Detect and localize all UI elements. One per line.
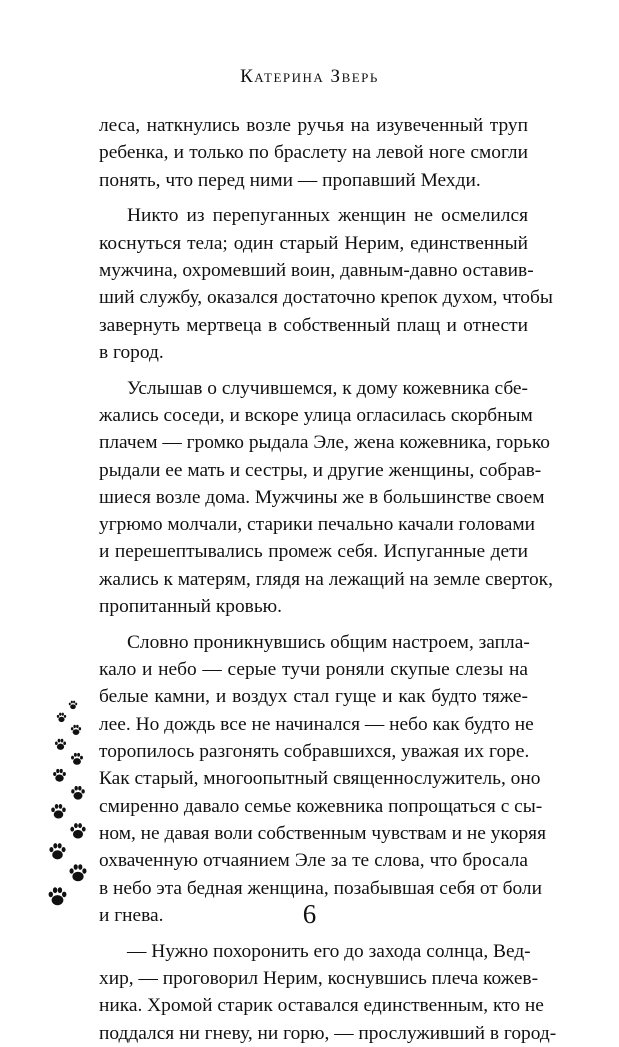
text-line: пропитанный кровью.: [99, 596, 282, 618]
text-line: ном, не давая воли собственным чувствам и не укоряя: [99, 822, 547, 844]
text-line: поддался ни гневу, ни горю, — прослуживший в город-: [99, 1022, 557, 1044]
text-line: — Нужно похоронить его до захода солнца, Вед-: [127, 940, 531, 962]
paragraph: [99, 629, 547, 929]
paw-print-icon: [68, 700, 78, 710]
text-line: плачем — громко рыдала Эле, жена кожевника, горько: [99, 432, 550, 454]
text-line: леса, наткнулись возле ручья на изувеченный труп: [99, 115, 528, 136]
text-line: Как старый, многоопытный священнослужитель, оно: [99, 768, 541, 790]
text-line: белые камни, и воздух стал гуще и как будто тяже-: [99, 686, 528, 708]
text-line: и гнева.: [99, 904, 164, 926]
text-line: понять, что перед ними — пропавший Мехди.: [99, 169, 481, 191]
paw-print-icon: [56, 712, 67, 723]
text-line: в небо эта бедная женщина, позабывшая себя от боли: [99, 877, 542, 899]
text-line: ника. Хромой старик оставался единственным, кто не: [99, 995, 544, 1017]
text-line: угрюмо молчали, старики печально качали головами: [99, 514, 535, 536]
paw-print-icon: [69, 822, 87, 840]
text-line: рыдали ее мать и сестры, и другие женщины, собрав-: [99, 459, 542, 481]
text-line: ребенка, и только по браслету на левой ноге смогли: [99, 142, 528, 164]
paragraph: [99, 938, 557, 1047]
paragraph: [99, 112, 528, 194]
text-line: шиеся возле дома. Мужчины же в большинстве своем: [99, 486, 545, 508]
text-line: и перешептывались промеж себя. Испуганные дети: [99, 541, 528, 563]
text-line: Услышав о случившемся, к дому кожевника сбе-: [127, 377, 528, 399]
text-line: Никто из перепуганных женщин не осмелился: [127, 205, 528, 227]
text-line: кало и небо — серые тучи роняли скупые слезы на: [99, 659, 528, 681]
paw-print-icon: [50, 803, 67, 820]
text-line: смиренно давало семье кожевника попрощаться с сы-: [99, 795, 543, 817]
text-line: завернуть мертвеца в собственный плащ и отнести: [99, 314, 528, 336]
text-line: Словно проникнувшись общим настроем, запла-: [127, 631, 530, 653]
text-line: ший службу, оказался достаточно крепок духом, чтобы: [99, 287, 553, 309]
paw-print-icon: [52, 768, 67, 783]
text-line: лее. Но дождь все не начинался — небо как будто не: [99, 713, 534, 735]
paw-print-icon: [54, 738, 67, 751]
text-line: хир, — проговорил Нерим, коснувшись плеча кожев-: [99, 967, 539, 989]
paragraph: [99, 375, 553, 621]
paw-print-icon: [70, 785, 86, 801]
running-head: Катерина Зверь: [240, 66, 379, 87]
paw-print-icon: [70, 752, 84, 766]
text-line: жались к матерям, глядя на лежащий на земле сверток,: [99, 568, 553, 590]
paw-print-icon: [68, 863, 88, 883]
text-line: в город.: [99, 341, 164, 363]
paw-print-icon: [48, 842, 67, 861]
text-line: торопилось разгонять собравшихся, уважая их горе.: [99, 741, 530, 763]
paw-print-trail-icon: [44, 700, 94, 930]
text-line: мужчина, охромевший воин, давным-давно оставив-: [99, 259, 534, 281]
text-line: охваченную отчаянием Эле за те слова, что бросала: [99, 850, 528, 872]
text-line: коснуться тела; один старый Нерим, единственный: [99, 232, 528, 254]
paragraph: [99, 202, 553, 366]
paw-print-icon: [70, 724, 82, 736]
page-number: 6: [302, 899, 317, 929]
text-line: жались соседи, и вскоре улица огласилась скорбным: [99, 404, 533, 426]
